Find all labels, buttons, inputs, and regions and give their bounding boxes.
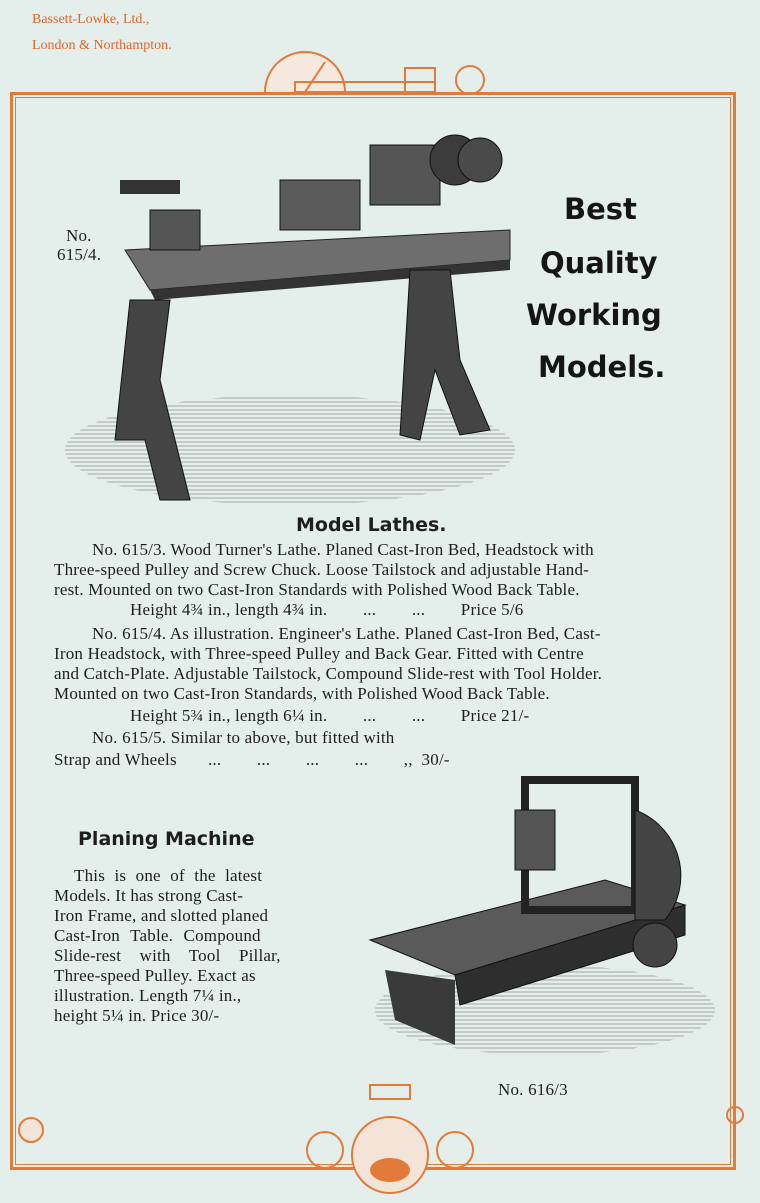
text-line: Cast-Iron Table. Compound: [54, 926, 261, 945]
steam-gauge-ornament-icon: [255, 30, 495, 100]
text-line: Iron Frame, and slotted planed: [54, 906, 269, 925]
text-line: No. 615/4. As illustration. Engineer's Lathe. Planed Cast-Iron Bed, Cast-: [92, 624, 601, 643]
publisher-location: London & Northampton.: [32, 38, 172, 53]
text-line: rest. Mounted on two Cast-Iron Standards with Polished Wood Back Table.: [54, 580, 580, 599]
section-title-planer: Planing Machine: [78, 828, 255, 850]
text-line: This is one of the latest: [74, 866, 263, 885]
gauge-ornament-icon: [16, 1110, 46, 1150]
headline-line: Models.: [538, 350, 666, 384]
section-title-lathes: Model Lathes.: [296, 514, 447, 536]
text-line: Mounted on two Cast-Iron Standards, with Polished Wood Back Table.: [54, 684, 550, 703]
text-line: Iron Headstock, with Three-speed Pulley and Back Gear. Fitted with Centre: [54, 644, 584, 663]
text-line: Three-speed Pulley and Screw Chuck. Loose Tailstock and adjustable Hand-: [54, 560, 590, 579]
text-line: height 5¼ in. Price 30/-: [54, 1006, 220, 1025]
figure-caption-planer: No. 616/3: [498, 1080, 568, 1099]
headline-line: Best: [564, 192, 637, 226]
text-line: No. 615/5. Similar to above, but fitted with: [92, 728, 395, 747]
text-line: illustration. Length 7¼ in.,: [54, 986, 242, 1005]
valve-ornament-icon: [720, 1100, 750, 1130]
planing-machine-illustration: [365, 770, 715, 1065]
text-line: and Catch-Plate. Adjustable Tailstock, Compound Slide-rest with Tool Holder.: [54, 664, 603, 683]
lathe-illustration: [60, 120, 520, 515]
engine-ornament-icon: [290, 1075, 490, 1195]
text-line: No. 615/3. Wood Turner's Lathe. Planed Cast-Iron Bed, Headstock with: [92, 540, 594, 559]
text-line: Three-speed Pulley. Exact as: [54, 966, 256, 985]
publisher-name: Bassett-Lowke, Ltd.,: [32, 12, 150, 27]
headline-line: Working: [526, 298, 662, 332]
text-line: Height 4¾ in., length 4¾ in. ... ... Price 5/6: [130, 600, 524, 619]
text-line: Models. It has strong Cast-: [54, 886, 244, 905]
headline-line: Quality: [540, 246, 658, 280]
text-line: Slide-rest with Tool Pillar,: [54, 946, 281, 965]
text-line: Strap and Wheels ... ... ... ... ,, 30/-: [54, 750, 450, 769]
text-line: Height 5¾ in., length 6¼ in. ... ... Price 21/-: [130, 706, 530, 725]
figure-number-label-2: 615/4.: [57, 245, 102, 264]
figure-number-label-1: No.: [66, 226, 92, 245]
